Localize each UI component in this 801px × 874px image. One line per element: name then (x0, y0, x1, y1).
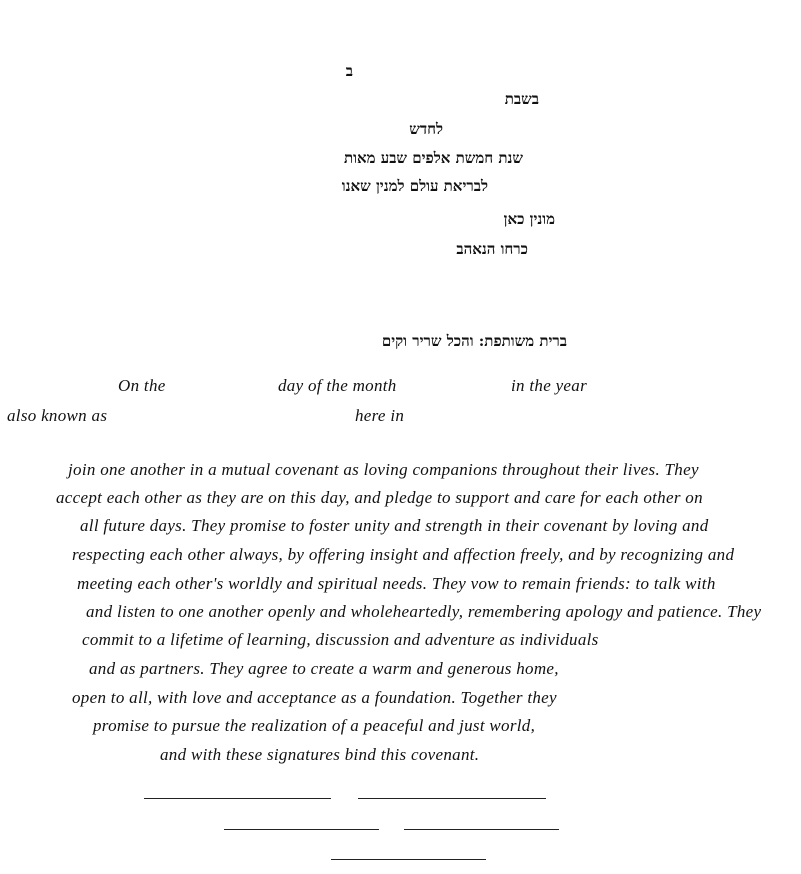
signature-line (404, 829, 559, 830)
hebrew-line-3: לחדש (409, 120, 443, 138)
body-line: join one another in a mutual covenant as loving companions throughout their lives. They (68, 460, 699, 479)
body-line: meeting each other's worldly and spiritual needs. They vow to remain friends: to talk with (77, 574, 716, 593)
hebrew-line-7: כרחו הנאהב (456, 240, 528, 258)
day-of-month-label: day of the month (278, 376, 397, 395)
hebrew-line-5: לבריאת עולם למנין שאנו (341, 177, 488, 195)
signature-line (224, 829, 379, 830)
here-in-label: here in (355, 406, 405, 425)
body-line: accept each other as they are on this day, and pledge to support and care for each other on (56, 488, 703, 507)
body-line: and listen to one another openly and wholeheartedly, remembering apology and patience. They (86, 602, 762, 621)
body-line: promise to pursue the realization of a peaceful and just world, (93, 716, 536, 735)
hebrew-line-4: שנת חמשת אלפים שבע מאות (343, 149, 523, 167)
body-line: all future days. They promise to foster unity and strength in their covenant by loving and (80, 516, 709, 535)
body-line: and with these signatures bind this covenant. (160, 745, 480, 764)
hebrew-line-2: בשבת (504, 90, 539, 108)
signature-line (331, 859, 486, 860)
also-known-as-label: also known as (7, 406, 108, 425)
body-line: respecting each other always, by offering insight and affection freely, and by recognizing and (72, 545, 735, 564)
hebrew-line-1: ב (345, 62, 353, 80)
signature-line (144, 798, 331, 799)
hebrew-covenant-line: ברית משותפת: והכל שריר וקים (381, 332, 567, 350)
body-line: open to all, with love and acceptance as a foundation. Together they (72, 688, 557, 707)
signature-line (358, 798, 546, 799)
body-line: and as partners. They agree to create a warm and generous home, (89, 659, 559, 678)
body-line: commit to a lifetime of learning, discussion and adventure as individuals (82, 630, 599, 649)
on-the-label: On the (118, 376, 166, 395)
in-the-year-label: in the year (511, 376, 587, 395)
hebrew-line-6: מונין כאן (503, 210, 555, 228)
